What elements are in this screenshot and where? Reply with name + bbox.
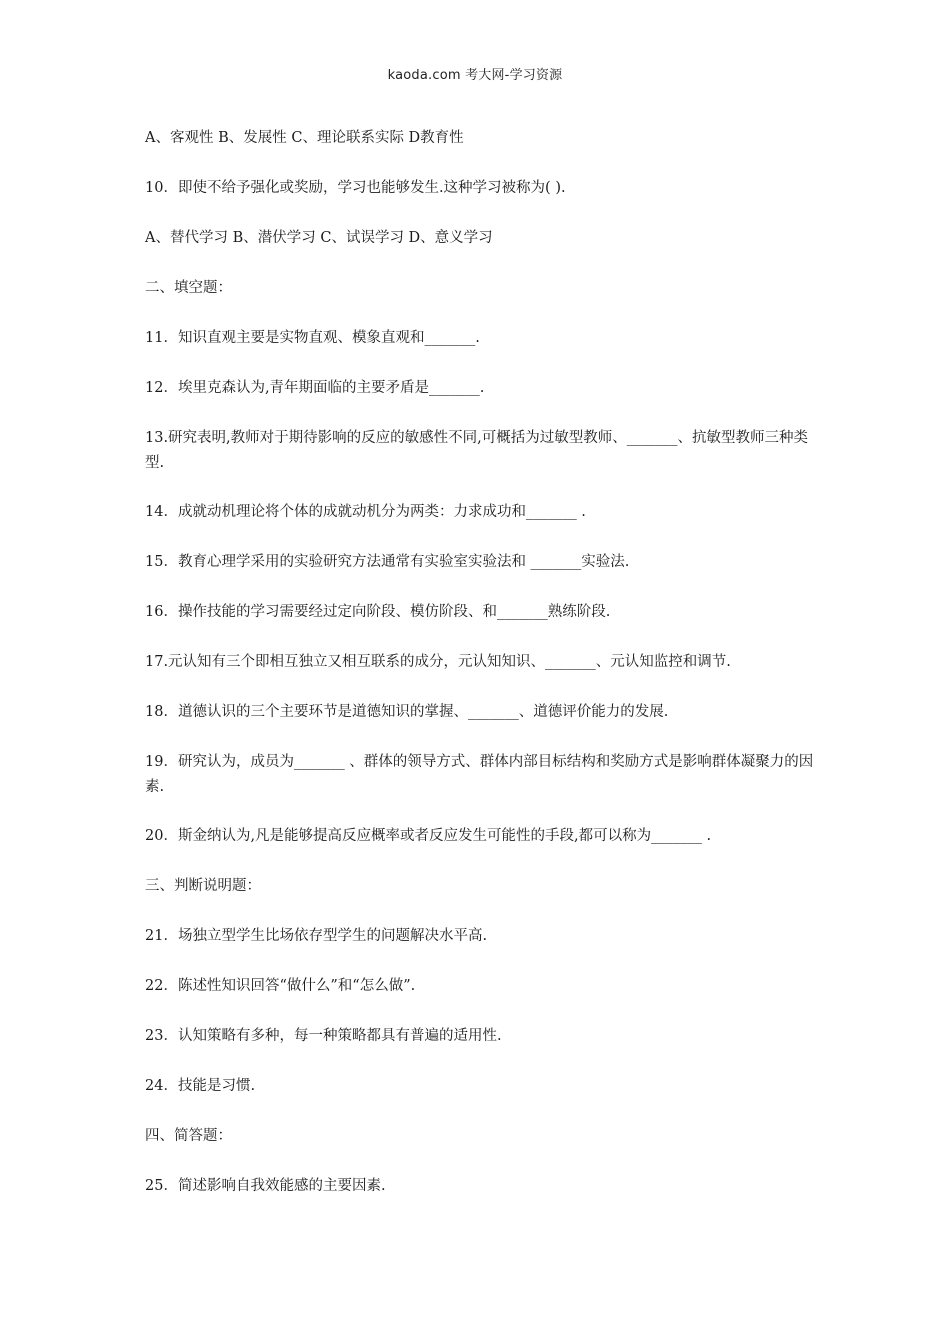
question-19: 19．研究认为，成员为_______ 、群体的领导方式、群体内部目标结构和奖励方式是影响群体凝聚力的因素.	[145, 754, 814, 795]
question-10: 10．即使不给予强化或奖励，学习也能够发生.这种学习被称为( ).	[145, 180, 566, 196]
section-heading-short-answer: 四、简答题：	[145, 1128, 232, 1144]
question-11: 11．知识直观主要是实物直观、模象直观和_______.	[145, 330, 480, 346]
question-13: 13.研究表明,教师对于期待影响的反应的敏感性不同,可概括为过敏型教师、_______、抗敏型教师三种类型.	[145, 430, 809, 471]
question-18: 18．道德认识的三个主要环节是道德知识的掌握、_______、道德评价能力的发展.	[145, 704, 669, 720]
question-23: 23．认知策略有多种，每一种策略都具有普遍的适用性.	[145, 1028, 502, 1044]
options-line-10: A、替代学习 B、潜伏学习 C、试误学习 D、意义学习	[145, 230, 493, 246]
page-header: kaoda.com 考大网-学习资源	[387, 68, 563, 83]
question-15: 15．教育心理学采用的实验研究方法通常有实验室实验法和 _______实验法.	[145, 554, 630, 570]
question-24: 24．技能是习惯.	[145, 1078, 256, 1094]
question-12: 12．埃里克森认为,青年期面临的主要矛盾是_______.	[145, 380, 485, 396]
document-body	[145, 126, 815, 1224]
question-22: 22．陈述性知识回答“做什么”和“怎么做”.	[145, 978, 416, 994]
question-25: 25．简述影响自我效能感的主要因素.	[145, 1178, 386, 1194]
question-20: 20．斯金纳认为,凡是能够提高反应概率或者反应发生可能性的手段,都可以称为_______ .	[145, 828, 712, 844]
section-heading-fill-in: 二、填空题：	[145, 280, 232, 296]
question-17: 17.元认知有三个即相互独立又相互联系的成分，元认知知识、_______、元认知监控和调节.	[145, 654, 731, 670]
question-16: 16．操作技能的学习需要经过定向阶段、模仿阶段、和_______熟练阶段.	[145, 604, 611, 620]
section-heading-true-false: 三、判断说明题：	[145, 878, 261, 894]
question-14: 14．成就动机理论将个体的成就动机分为两类：力求成功和_______ .	[145, 504, 586, 520]
options-line-9: A、客观性 B、发展性 C、理论联系实际 D教育性	[145, 130, 464, 146]
question-21: 21．场独立型学生比场依存型学生的问题解决水平高.	[145, 928, 488, 944]
